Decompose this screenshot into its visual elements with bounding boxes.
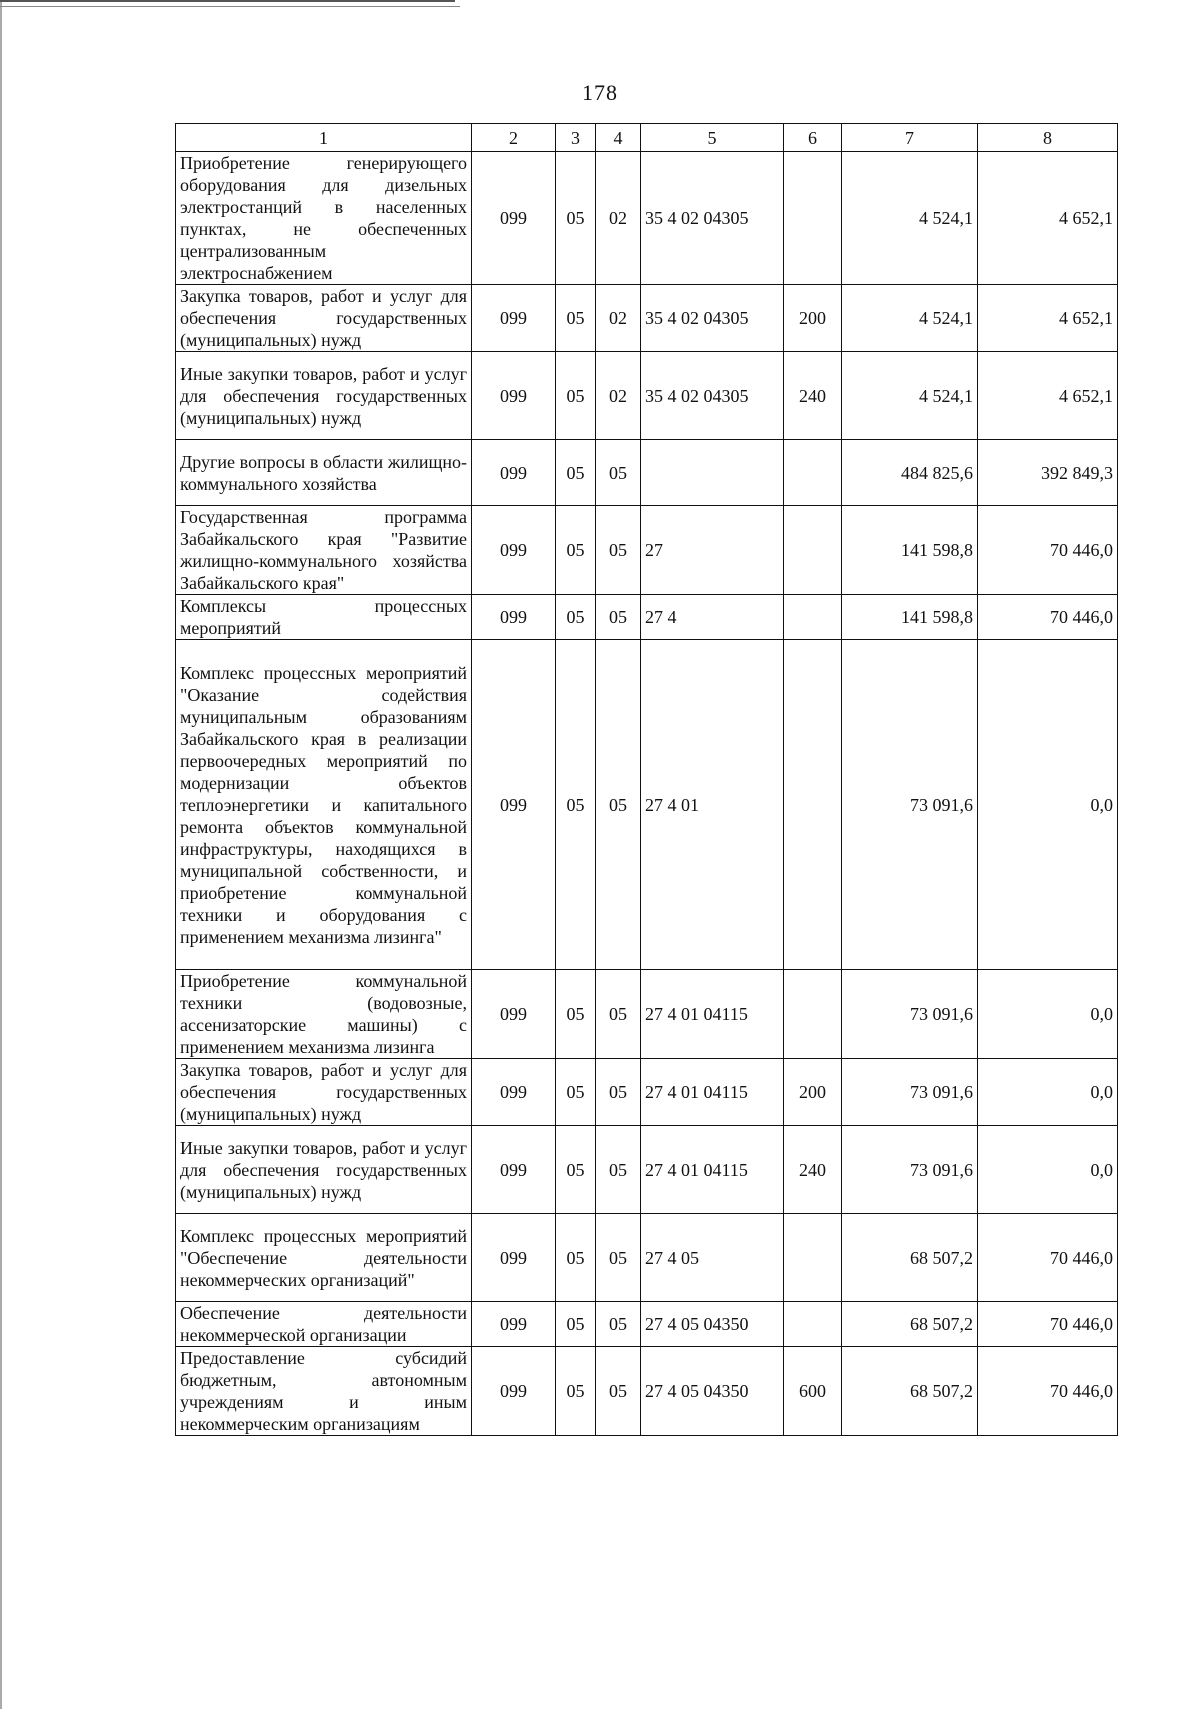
row-name: Предоставление субсидий бюджетным, автономным учреждениям и иным некоммерческим организациям: [176, 1347, 472, 1436]
row-amount-col8: 4 652,1: [978, 352, 1118, 440]
row-expense-type: [784, 970, 842, 1059]
row-admin-code: 099: [472, 1302, 556, 1347]
row-amount-col8: 0,0: [978, 1059, 1118, 1126]
row-expense-type: [784, 506, 842, 595]
row-admin-code: 099: [472, 285, 556, 352]
row-amount-col8: 392 849,3: [978, 440, 1118, 506]
row-target-article: 27 4 01 04115: [641, 1126, 784, 1214]
row-subsection: 02: [596, 285, 641, 352]
row-expense-type: [784, 440, 842, 506]
row-name: Иные закупки товаров, работ и услуг для обеспечения государственных (муниципальных) нужд: [176, 1126, 472, 1214]
row-amount-col8: 70 446,0: [978, 595, 1118, 640]
row-admin-code: 099: [472, 440, 556, 506]
row-section: 05: [556, 1214, 596, 1302]
row-target-article: 35 4 02 04305: [641, 352, 784, 440]
row-subsection: 05: [596, 595, 641, 640]
row-amount-col7: 141 598,8: [842, 595, 978, 640]
row-subsection: 05: [596, 1126, 641, 1214]
row-admin-code: 099: [472, 152, 556, 285]
row-admin-code: 099: [472, 1059, 556, 1126]
row-amount-col7: 4 524,1: [842, 152, 978, 285]
row-admin-code: 099: [472, 970, 556, 1059]
row-admin-code: 099: [472, 1126, 556, 1214]
row-amount-col7: 73 091,6: [842, 1126, 978, 1214]
table-row: [176, 285, 1118, 352]
row-name: Государственная программа Забайкальского края "Развитие жилищно-коммунального хозяйства Забайкальского края": [176, 506, 472, 595]
row-target-article: 27 4 05 04350: [641, 1302, 784, 1347]
row-amount-col7: 4 524,1: [842, 285, 978, 352]
page-number: 178: [582, 80, 618, 105]
col-header-8: 8: [978, 124, 1118, 152]
table-row: [176, 352, 1118, 440]
row-target-article: 35 4 02 04305: [641, 285, 784, 352]
row-expense-type: [784, 640, 842, 970]
table-row: [176, 506, 1118, 595]
col-header-2: 2: [472, 124, 556, 152]
col-header-1: 1: [176, 124, 472, 152]
table-row: [176, 152, 1118, 285]
row-amount-col8: 70 446,0: [978, 1302, 1118, 1347]
row-amount-col8: 0,0: [978, 970, 1118, 1059]
row-subsection: 02: [596, 352, 641, 440]
row-amount-col8: 70 446,0: [978, 1347, 1118, 1436]
scan-top-line: [0, 0, 455, 2]
row-expense-type: [784, 152, 842, 285]
row-amount-col7: 141 598,8: [842, 506, 978, 595]
row-admin-code: 099: [472, 352, 556, 440]
row-subsection: 05: [596, 1059, 641, 1126]
row-amount-col7: 68 507,2: [842, 1302, 978, 1347]
row-amount-col7: 4 524,1: [842, 352, 978, 440]
row-subsection: 05: [596, 970, 641, 1059]
table-row: [176, 595, 1118, 640]
row-expense-type: 200: [784, 285, 842, 352]
row-admin-code: 099: [472, 1347, 556, 1436]
row-amount-col8: 0,0: [978, 1126, 1118, 1214]
col-header-3: 3: [556, 124, 596, 152]
row-name: Комплекс процессных мероприятий "Обеспечение деятельности некоммерческих организаций": [176, 1214, 472, 1302]
row-amount-col8: 70 446,0: [978, 1214, 1118, 1302]
table-row: [176, 970, 1118, 1059]
row-amount-col7: 73 091,6: [842, 1059, 978, 1126]
row-expense-type: 240: [784, 1126, 842, 1214]
row-section: 05: [556, 506, 596, 595]
row-subsection: 05: [596, 440, 641, 506]
col-header-4: 4: [596, 124, 641, 152]
row-expense-type: [784, 1214, 842, 1302]
row-admin-code: 099: [472, 506, 556, 595]
row-amount-col8: 4 652,1: [978, 152, 1118, 285]
row-name: Закупка товаров, работ и услуг для обеспечения государственных (муниципальных) нужд: [176, 1059, 472, 1126]
table-row: [176, 1302, 1118, 1347]
row-section: 05: [556, 1059, 596, 1126]
row-target-article: 27 4: [641, 595, 784, 640]
row-expense-type: [784, 1302, 842, 1347]
row-target-article: 27 4 01: [641, 640, 784, 970]
row-admin-code: 099: [472, 640, 556, 970]
row-amount-col8: 4 652,1: [978, 285, 1118, 352]
row-name: Приобретение коммунальной техники (водовозные, ассенизаторские машины) с применением механизма лизинга: [176, 970, 472, 1059]
scan-edge-line: [0, 0, 2, 1709]
row-section: 05: [556, 352, 596, 440]
col-header-7: 7: [842, 124, 978, 152]
row-section: 05: [556, 640, 596, 970]
col-header-5: 5: [641, 124, 784, 152]
row-name: Комплекс процессных мероприятий "Оказание содействия муниципальным образованиям Забайкальского края в реализации первоочередных мероприятий по модернизации объектов теплоэнергетики и капитального ремонта объектов коммунальной инфраструктуры, находящихся в муниципальной собственности, и приобретение коммунальной техники и оборудования с применением механизма лизинга": [176, 640, 472, 970]
row-amount-col8: 70 446,0: [978, 506, 1118, 595]
row-target-article: 27: [641, 506, 784, 595]
row-admin-code: 099: [472, 1214, 556, 1302]
row-target-article: 27 4 05 04350: [641, 1347, 784, 1436]
row-expense-type: 200: [784, 1059, 842, 1126]
table-row: [176, 640, 1118, 970]
row-amount-col7: 68 507,2: [842, 1214, 978, 1302]
table-row: [176, 1126, 1118, 1214]
row-amount-col7: 68 507,2: [842, 1347, 978, 1436]
row-subsection: 05: [596, 1302, 641, 1347]
row-admin-code: 099: [472, 595, 556, 640]
row-name: Комплексы процессных мероприятий: [176, 595, 472, 640]
row-section: 05: [556, 1302, 596, 1347]
row-name: Иные закупки товаров, работ и услуг для обеспечения государственных (муниципальных) нужд: [176, 352, 472, 440]
row-target-article: 27 4 01 04115: [641, 970, 784, 1059]
header-row: [176, 124, 1118, 152]
row-section: 05: [556, 1347, 596, 1436]
row-section: 05: [556, 285, 596, 352]
budget-table: [175, 123, 1118, 1436]
row-subsection: 05: [596, 1214, 641, 1302]
row-name: Другие вопросы в области жилищно-коммунального хозяйства: [176, 440, 472, 506]
row-target-article: [641, 440, 784, 506]
table-row: [176, 1214, 1118, 1302]
row-target-article: 35 4 02 04305: [641, 152, 784, 285]
row-amount-col8: 0,0: [978, 640, 1118, 970]
table-row: [176, 440, 1118, 506]
row-amount-col7: 73 091,6: [842, 970, 978, 1059]
row-target-article: 27 4 01 04115: [641, 1059, 784, 1126]
row-section: 05: [556, 440, 596, 506]
row-target-article: 27 4 05: [641, 1214, 784, 1302]
row-name: Закупка товаров, работ и услуг для обеспечения государственных (муниципальных) нужд: [176, 285, 472, 352]
row-name: Приобретение генерирующего оборудования для дизельных электростанций в населенных пунктах, не обеспеченных централизованным электроснабжением: [176, 152, 472, 285]
table-row: [176, 1347, 1118, 1436]
row-expense-type: 240: [784, 352, 842, 440]
row-amount-col7: 484 825,6: [842, 440, 978, 506]
row-section: 05: [556, 152, 596, 285]
row-subsection: 05: [596, 506, 641, 595]
col-header-6: 6: [784, 124, 842, 152]
row-amount-col7: 73 091,6: [842, 640, 978, 970]
row-expense-type: 600: [784, 1347, 842, 1436]
table-row: [176, 1059, 1118, 1126]
row-subsection: 05: [596, 1347, 641, 1436]
row-section: 05: [556, 970, 596, 1059]
row-section: 05: [556, 595, 596, 640]
row-name: Обеспечение деятельности некоммерческой организации: [176, 1302, 472, 1347]
row-section: 05: [556, 1126, 596, 1214]
row-expense-type: [784, 595, 842, 640]
row-subsection: 02: [596, 152, 641, 285]
row-subsection: 05: [596, 640, 641, 970]
scan-top-line-thin: [0, 6, 460, 7]
